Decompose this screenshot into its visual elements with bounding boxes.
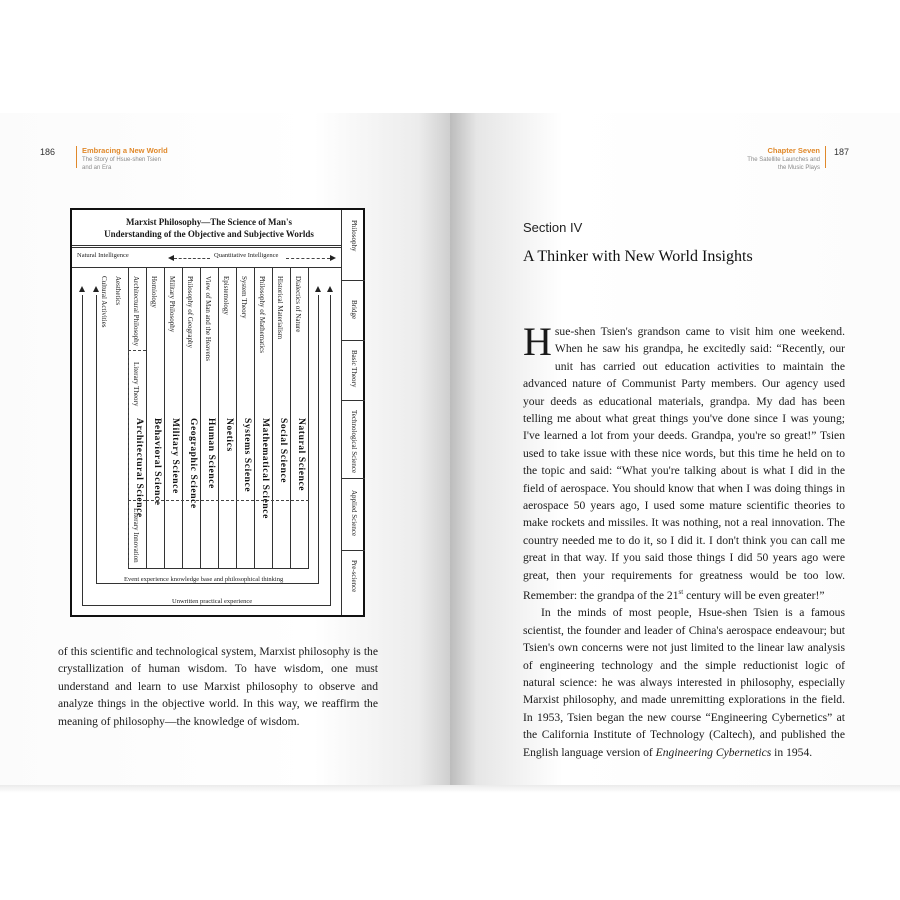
paragraph-2 (523, 604, 845, 761)
bridge-homiology: Homiology (150, 276, 158, 308)
book-title: Engineering Cybernetics (655, 745, 772, 759)
row-divider (72, 267, 341, 268)
dashed-connector (286, 258, 330, 259)
arrow-up-icon (93, 286, 99, 292)
arrow-up-icon (327, 286, 333, 292)
column-line (308, 268, 309, 568)
diagram-title-line-1: Marxist Philosophy—The Science of Man's (126, 217, 292, 227)
column-line (200, 268, 201, 568)
rc-technological-science: Technological Science (350, 410, 358, 474)
column-line (218, 268, 219, 568)
right-running-title: Chapter Seven (767, 146, 820, 155)
left-running-subtitle-1: The Story of Hsue-shen Tsien (82, 157, 161, 163)
paragraph-2-end: in 1954. (771, 745, 813, 759)
bridge-architectural-philosophy: Architectural Philosophy (132, 276, 140, 347)
right-column-border (341, 210, 342, 615)
column-line (182, 268, 183, 568)
bridge-cultural-activities: Cultural Activities (100, 276, 108, 328)
right-running-subtitle-2: the Music Plays (777, 165, 820, 171)
section-heading: A Thinker with New World Insights (523, 248, 753, 265)
right-running-subtitle-1: The Satellite Launches and (747, 157, 820, 163)
dashed-column-line (128, 350, 129, 568)
frame-line (96, 295, 97, 583)
arrow-right-icon (330, 255, 336, 261)
literary-innovation-label: Literary Innovation (132, 508, 140, 563)
bridge-military-philosophy: Military Philosophy (168, 276, 176, 333)
right-body-text (523, 319, 845, 761)
natural-intelligence-label: Natural Intelligence (77, 252, 129, 259)
rc-bridge: Bridge (350, 300, 358, 320)
paragraph-1 (523, 319, 845, 604)
rc-divider (341, 400, 365, 401)
rc-divider (341, 340, 365, 341)
frame-line (318, 295, 319, 583)
diagram-title-line-2: Understanding of the Objective and Subjective Worlds (104, 229, 314, 239)
paragraph-1-text: sue-shen Tsien's grandson came to visit him one weekend. When he saw his grandpa, he excitedly said: “Recently, our unit has carried out education activities to maintain the advanced nature of Communist Party members. Our agency used your deeds as educational materials, grandpa. My dad has been telling me about what great things you've done since I was young; I've learned a lot from your deeds. Grandpa, you're so great!” Tsien used to take issue with these nice words, but this time he held on to the topic and said: “What you're talking about is what I did in the field of aerospace. You should know that when I was doing things in aerospace 50 years ago, I used some mature scientific theories to make rockets and missiles. It was nothing, not a real innovation. The country needed me to do it, so I did it. I don't think you can call me great in that way. If you said those things I did 50 years ago were great, then your requirements for greatness would be too low. Remember: the grandpa of the 21 (523, 325, 845, 602)
rc-applied-science: Applied Science (350, 490, 358, 537)
dashed-connector (174, 258, 210, 259)
event-experience-label: Event experience knowledge base and philosophical thinking (124, 576, 284, 583)
science-noetics: Noetics (224, 418, 234, 452)
bridge-aesthetics: Aesthetics (114, 276, 122, 306)
right-header-rule (825, 146, 826, 168)
quantitative-intelligence-label: Quantitative Intelligence (214, 252, 279, 259)
rc-philosophy: Philosophy (350, 220, 358, 252)
dropcap: H (523, 319, 552, 364)
column-line (272, 268, 273, 568)
rc-basic-theory: Basic Theory (350, 350, 358, 388)
bridge-philosophy-of-mathematics: Philosophy of Mathematics (258, 276, 266, 353)
ordinal-suffix: st (678, 588, 684, 597)
bridge-system-theory: System Theory (240, 276, 248, 319)
science-mathematical: Mathematical Science (260, 418, 270, 519)
bridge-historical-materialism: Historical Materialism (276, 276, 284, 340)
science-natural: Natural Science (296, 418, 306, 492)
title-divider (72, 245, 341, 246)
left-page-number: 186 (40, 147, 56, 157)
left-running-title: Embracing a New World (82, 146, 168, 155)
frame-line (82, 605, 331, 606)
arrow-up-icon (315, 286, 321, 292)
left-header-rule (76, 146, 77, 168)
arrow-up-icon (79, 286, 85, 292)
unwritten-experience-label: Unwritten practical experience (172, 598, 253, 605)
frame-line (82, 295, 83, 605)
paragraph-1-end: century will be even greater!” (683, 588, 825, 602)
column-line (236, 268, 237, 568)
rc-divider (341, 550, 365, 551)
science-human: Human Science (206, 418, 216, 489)
science-architectural: Architectural Science (134, 418, 144, 518)
science-systems: Systems Science (242, 418, 252, 493)
dashed-divider (128, 350, 146, 351)
bridge-view-of-man: View of Man and the Heavens (204, 276, 212, 361)
rc-divider (341, 478, 365, 479)
paragraph-2-text: In the minds of most people, Hsue-shen Tsien is a famous scientist, the founder and leader of China's aerospace endeavour; but Tsien's own concerns were not just limited to the linear law analysis of engineering technology and the simple reductionist logic of natural science: he was always interested in philosophy, especially Marxist philosophy, and made unremitting explorations in the field. In 1953, Tsien began the new course “Engineering Cybernetics” at the California Institute of Technology (Caltech), and published the English language version of (523, 606, 845, 759)
dashed-divider (146, 500, 309, 501)
left-running-subtitle-2: and an Era (82, 165, 112, 171)
rc-divider (341, 280, 365, 281)
bridge-epistemology: Epistemology (222, 276, 230, 315)
column-base (128, 568, 309, 569)
bridge-philosophy-of-geography: Philosophy of Geography (186, 276, 194, 348)
science-behavioral: Behavioral Science (152, 418, 162, 506)
science-geographic: Geographic Science (188, 418, 198, 509)
column-line (164, 268, 165, 568)
bridge-dialectics-of-nature: Dialectics of Nature (294, 276, 302, 333)
science-military: Military Science (170, 418, 180, 494)
column-line (146, 268, 147, 568)
right-page-number: 187 (834, 147, 850, 157)
column-line (290, 268, 291, 568)
literary-theory-label: Literary Theory (132, 362, 140, 407)
philosophy-diagram (70, 208, 365, 617)
frame-line (330, 295, 331, 605)
frame-line (96, 583, 319, 584)
title-divider-2 (72, 247, 341, 248)
rc-pre-science: Pre-science (350, 560, 358, 593)
section-label: Section IV (523, 220, 583, 235)
left-body-text: of this scientific and technological system, Marxist philosophy is the crystallization of human wisdom. To have wisdom, one must understand and learn to use Marxist philosophy to observe and analyze things in the objective world. In this way, we reaffirm the meaning of philosophy—the knowledge of wisdom. (58, 645, 378, 728)
science-social: Social Science (278, 418, 288, 484)
column-line (254, 268, 255, 568)
page-shadow (0, 785, 900, 793)
